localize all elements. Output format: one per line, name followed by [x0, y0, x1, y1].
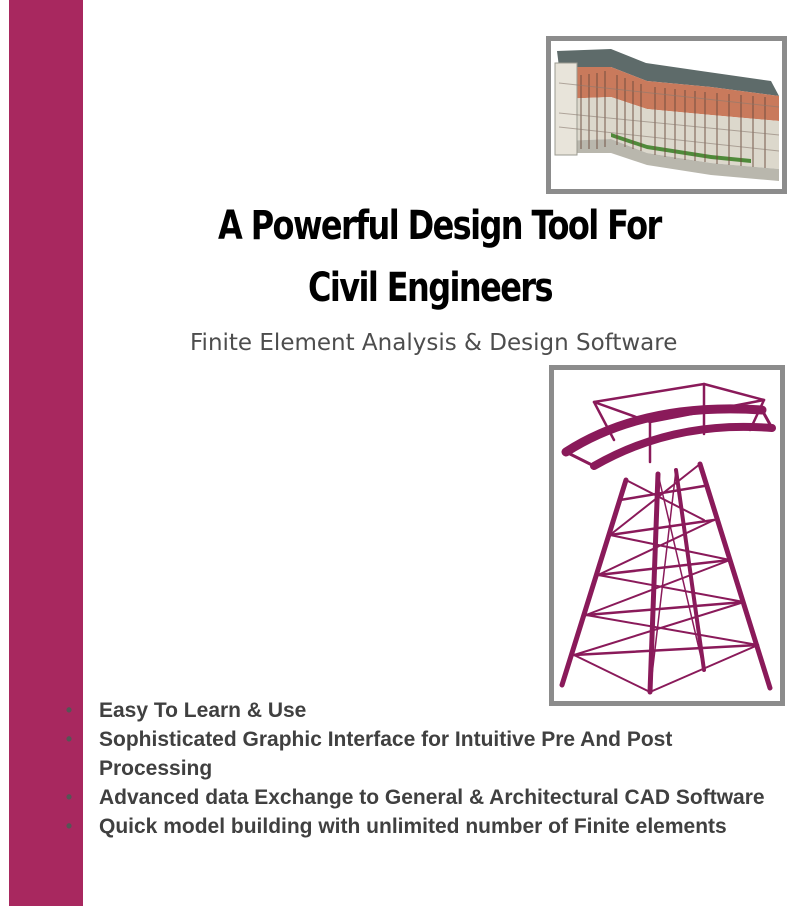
- feature-text: Quick model building with unlimited number of Finite elements: [99, 815, 727, 838]
- page-title-line1: A Powerful Design Tool For: [218, 203, 661, 249]
- page-title-line2: Civil Engineers: [308, 265, 552, 311]
- building-model-icon: [551, 41, 782, 189]
- feature-item: [62, 725, 772, 783]
- feature-text: Advanced data Exchange to General & Architectural CAD Software: [99, 786, 765, 809]
- feature-item: [62, 783, 772, 812]
- feature-text: Easy To Learn & Use: [99, 699, 307, 722]
- feature-item: [62, 696, 772, 725]
- feature-item: [62, 812, 772, 841]
- bullet-icon: •: [65, 729, 73, 749]
- building-model-image: [546, 36, 787, 194]
- tower-model-image: [549, 365, 785, 706]
- feature-text: Sophisticated Graphic Interface for Intuitive Pre And Post Processing: [99, 728, 673, 780]
- transmission-tower-model-icon: [554, 370, 780, 701]
- bullet-icon: •: [65, 816, 73, 836]
- page-subtitle: Finite Element Analysis & Design Software: [190, 330, 678, 356]
- bullet-icon: •: [65, 700, 73, 720]
- feature-list: [62, 696, 772, 841]
- bullet-icon: •: [65, 787, 73, 807]
